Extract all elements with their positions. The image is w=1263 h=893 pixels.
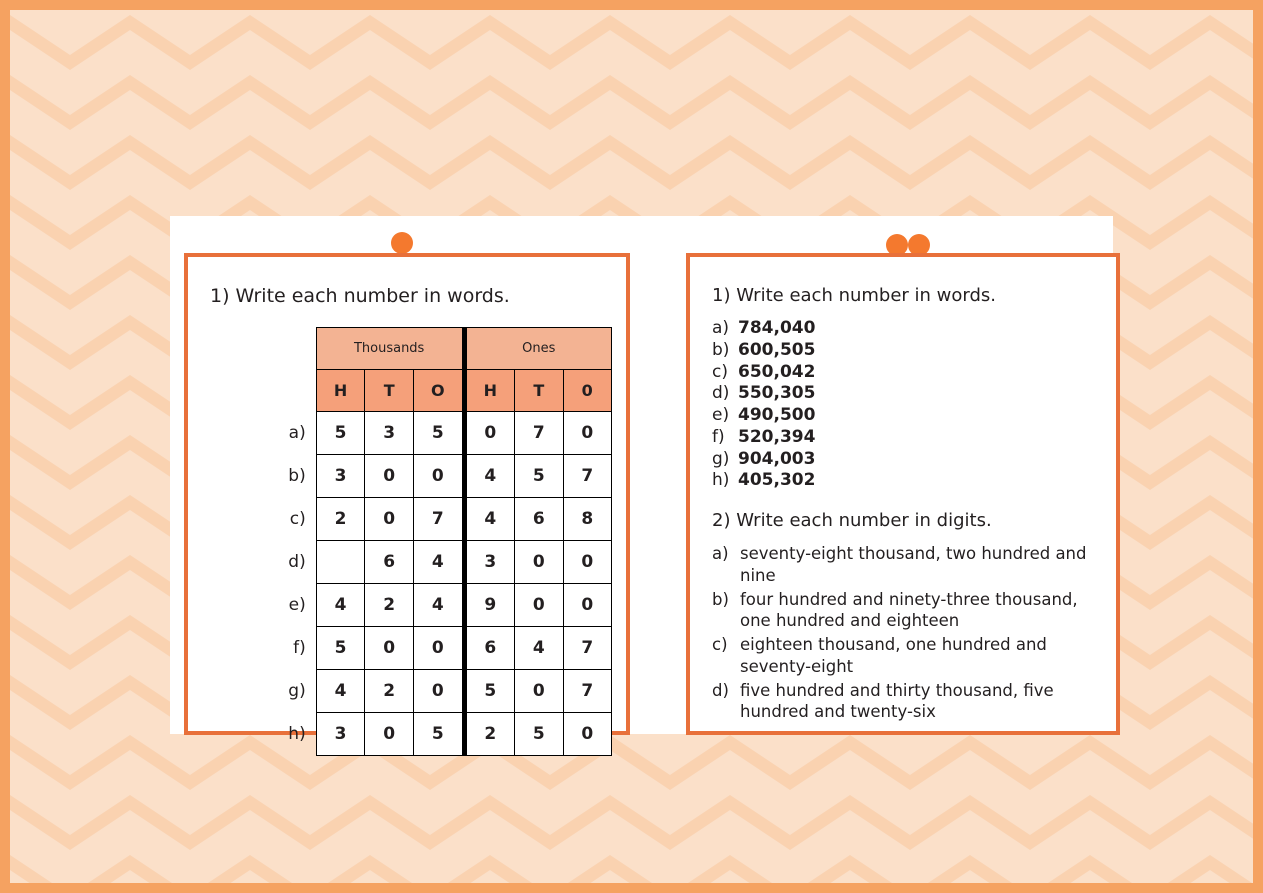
row-label: e) [288,595,306,615]
table-cell: 0 [413,670,464,713]
table-cell [316,541,365,584]
column-header-thousands-o: O [413,370,464,412]
table-cell: 0 [515,584,563,627]
item-label: c) [712,635,728,655]
table-cell: 0 [515,670,563,713]
row-label: c) [289,509,306,529]
column-header-ones-o: 0 [563,370,612,412]
table-cell: 4 [316,584,365,627]
bullet-dot-icon [391,232,413,254]
table-cell: 4 [413,541,464,584]
row-label: f) [293,638,306,658]
table-cell: 7 [413,498,464,541]
item-label: e) [712,405,730,425]
table-cell: 6 [365,541,414,584]
table-group-header-row [270,328,612,370]
table-cell: 3 [316,455,365,498]
item-label: b) [712,589,729,609]
column-header-thousands-h: H [316,370,365,412]
table-cell: 0 [365,627,414,670]
list-item [712,470,1106,492]
table-cell: 4 [464,455,514,498]
table-cell: 5 [515,713,563,756]
table-cell: 0 [563,541,612,584]
item-label: b) [712,339,730,360]
table-row [270,498,612,541]
table-cell: 2 [464,713,514,756]
table-cell: 7 [563,455,612,498]
table-cell: 4 [515,627,563,670]
row-label: d) [288,552,306,572]
item-value: 405,302 [738,470,816,491]
table-cell: 7 [515,412,563,455]
list-item [712,318,1106,340]
table-row [270,627,612,670]
item-value: 904,003 [738,448,816,469]
table-cell: 3 [316,713,365,756]
table-cell: 7 [563,627,612,670]
list-item [712,427,1106,449]
row-label: a) [288,423,306,443]
place-value-table [270,327,612,756]
table-cell: 0 [365,713,414,756]
table-row [270,584,612,627]
table-row [270,670,612,713]
question1-number-list [712,318,1106,492]
column-header-ones-h: H [464,370,514,412]
table-cell: 5 [515,455,563,498]
list-item [712,589,1106,633]
item-value: 490,500 [738,405,816,425]
table-cell: 8 [563,498,612,541]
item-label: a) [712,544,729,563]
table-row [270,541,612,584]
table-cell: 9 [464,584,514,627]
list-item [712,340,1106,362]
item-text: eighteen thousand, one hundred and seventy-eight [740,635,1047,676]
item-value: 550,305 [738,383,816,404]
item-label: f) [712,426,725,447]
item-label: d) [712,680,729,700]
left-question-title: 1) Write each number in words. [210,285,510,307]
list-item [712,680,1106,724]
item-value: 650,042 [738,361,816,382]
table-cell: 0 [563,713,612,756]
question2-word-list [712,543,1106,723]
table-cell: 7 [563,670,612,713]
worksheet-card-right [686,253,1120,735]
item-text: five hundred and thirty thousand, five hundred and twenty-six [740,680,1054,722]
group-header-ones: Ones [464,328,611,370]
column-header-thousands-t: T [365,370,414,412]
table-cell: 6 [515,498,563,541]
table-row [270,455,612,498]
item-text: seventy-eight thousand, two hundred and nine [740,544,1087,585]
item-label: h) [712,470,730,491]
list-item [712,362,1106,384]
table-cell: 6 [464,627,514,670]
item-value: 784,040 [738,318,816,338]
table-cell: 0 [365,498,414,541]
table-cell: 5 [413,713,464,756]
list-item [712,449,1106,471]
table-cell: 0 [413,627,464,670]
column-header-ones-t: T [515,370,563,412]
item-label: d) [712,383,730,404]
table-cell: 0 [365,455,414,498]
table-cell: 2 [365,584,414,627]
table-cell: 0 [563,412,612,455]
row-label-spacer [270,328,316,370]
worksheet-card-left [184,253,630,744]
item-label: c) [712,361,728,382]
list-item [712,383,1106,405]
right-question1-title: 1) Write each number in words. [712,285,997,306]
table-cell: 5 [316,627,365,670]
slide-frame [10,10,1253,883]
table-cell: 0 [563,584,612,627]
group-header-thousands: Thousands [316,328,464,370]
item-value: 520,394 [738,426,816,447]
row-label-spacer [270,370,316,412]
table-cell: 0 [464,412,514,455]
row-label: g) [288,681,306,701]
table-cell: 3 [464,541,514,584]
item-text: four hundred and ninety-three thousand, one hundred and eighteen [740,589,1078,631]
item-label: a) [712,318,730,338]
table-cell: 2 [365,670,414,713]
table-cell: 4 [316,670,365,713]
item-value: 600,505 [738,339,816,360]
table-row [270,412,612,455]
row-label: b) [288,466,306,486]
right-question2-title: 2) Write each number in digits. [712,510,992,531]
list-item [712,543,1106,587]
table-cell: 0 [515,541,563,584]
table-cell: 5 [316,412,365,455]
table-cell: 2 [316,498,365,541]
item-label: g) [712,448,730,469]
table-row [270,713,612,756]
table-cell: 0 [413,455,464,498]
row-label: h) [288,724,306,744]
list-item [712,405,1106,427]
table-cell: 5 [464,670,514,713]
table-column-header-row [270,370,612,412]
table-cell: 5 [413,412,464,455]
table-cell: 4 [464,498,514,541]
table-cell: 3 [365,412,414,455]
list-item [712,634,1106,678]
table-cell: 4 [413,584,464,627]
